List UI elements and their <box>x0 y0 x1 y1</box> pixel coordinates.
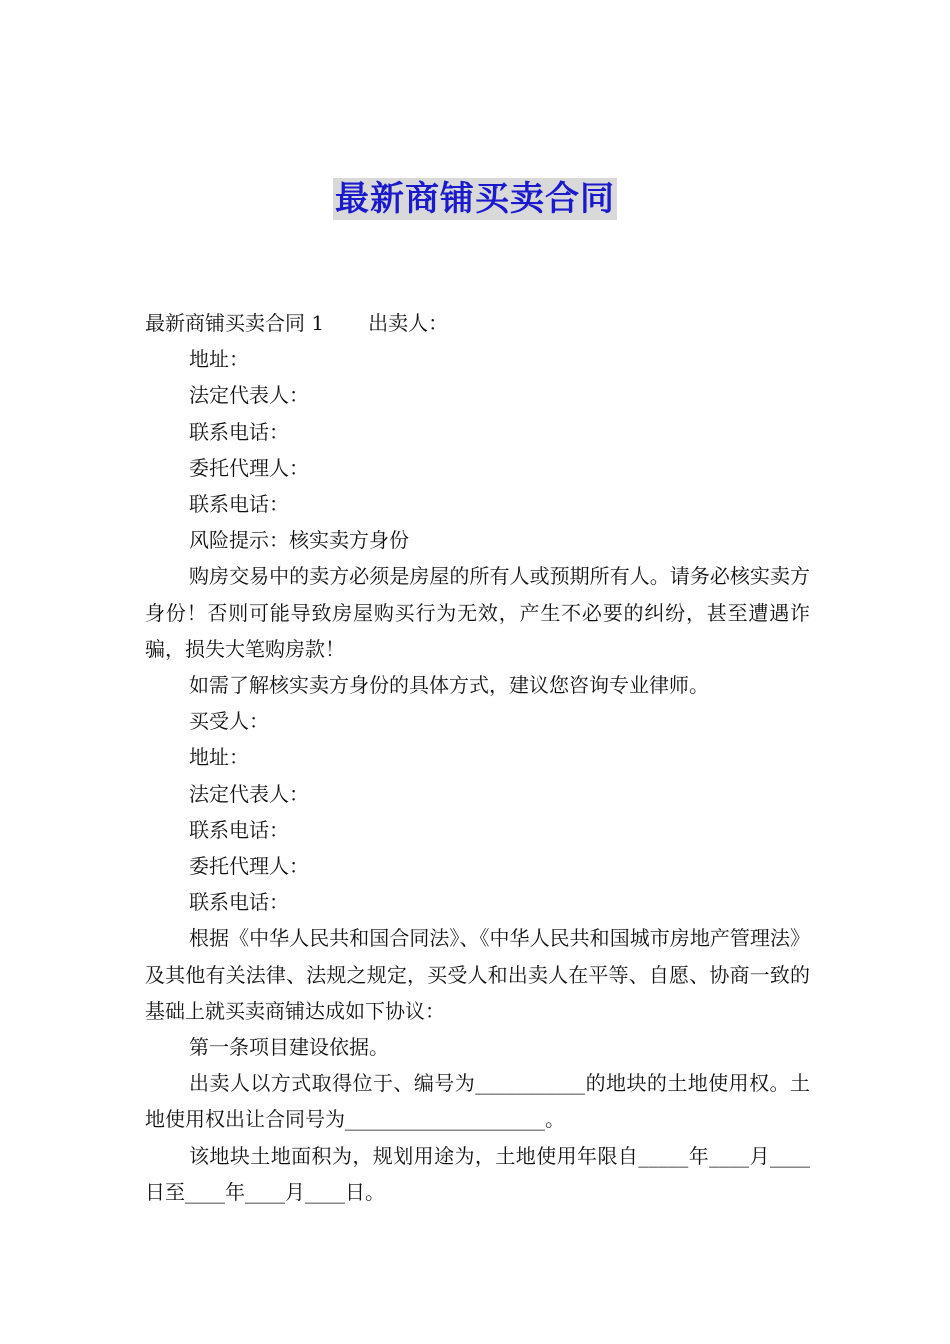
paragraph: 地址： <box>189 745 249 770</box>
paragraph: 法定代表人： <box>189 781 309 806</box>
paragraph: 购房交易中的卖方必须是房屋的所有人或预期所有人。请务必核实卖方身份！否则可能导致房屋购买行为无效，产生不必要的纠纷，甚至遭遇诈骗，损失大笔购房款！ <box>145 564 810 661</box>
paragraph: 第一条项目建设依据。 <box>189 1035 389 1060</box>
paragraph: 如需了解核实卖方身份的具体方式，建议您咨询专业律师。 <box>189 673 709 698</box>
paragraph: 该地块土地面积为，规划用途为，土地使用年限自_____年____月____日至____年____月____日。 <box>145 1143 810 1204</box>
document-title: 最新商铺买卖合同 <box>335 179 615 219</box>
paragraph: 委托代理人： <box>189 455 309 480</box>
paragraph: 出卖人以方式取得位于、编号为___________的地块的土地使用权。土地使用权出让合同号为____________________。 <box>145 1071 810 1132</box>
paragraph: 联系电话： <box>189 890 289 915</box>
paragraph: 联系电话： <box>189 492 289 517</box>
document-body <box>145 305 810 1210</box>
paragraph: 法定代表人： <box>189 383 309 408</box>
first-line <box>145 305 810 341</box>
paragraph: 风险提示：核实卖方身份 <box>189 528 409 553</box>
paragraph: 联系电话： <box>189 419 289 444</box>
paragraph: 委托代理人： <box>189 854 309 879</box>
paragraph: 买受人： <box>189 709 269 734</box>
contract-heading: 最新商铺买卖合同 1 <box>145 311 325 335</box>
paragraph: 地址： <box>189 347 249 372</box>
paragraph: 联系电话： <box>189 817 289 842</box>
title-block <box>0 178 950 220</box>
seller-label: 出卖人： <box>368 311 449 335</box>
paragraph: 根据《中华人民共和国合同法》、《中华人民共和国城市房地产管理法》及其他有关法律、法规之规定，买受人和出卖人在平等、自愿、协商一致的基础上就买卖商铺达成如下协议： <box>145 926 810 1023</box>
